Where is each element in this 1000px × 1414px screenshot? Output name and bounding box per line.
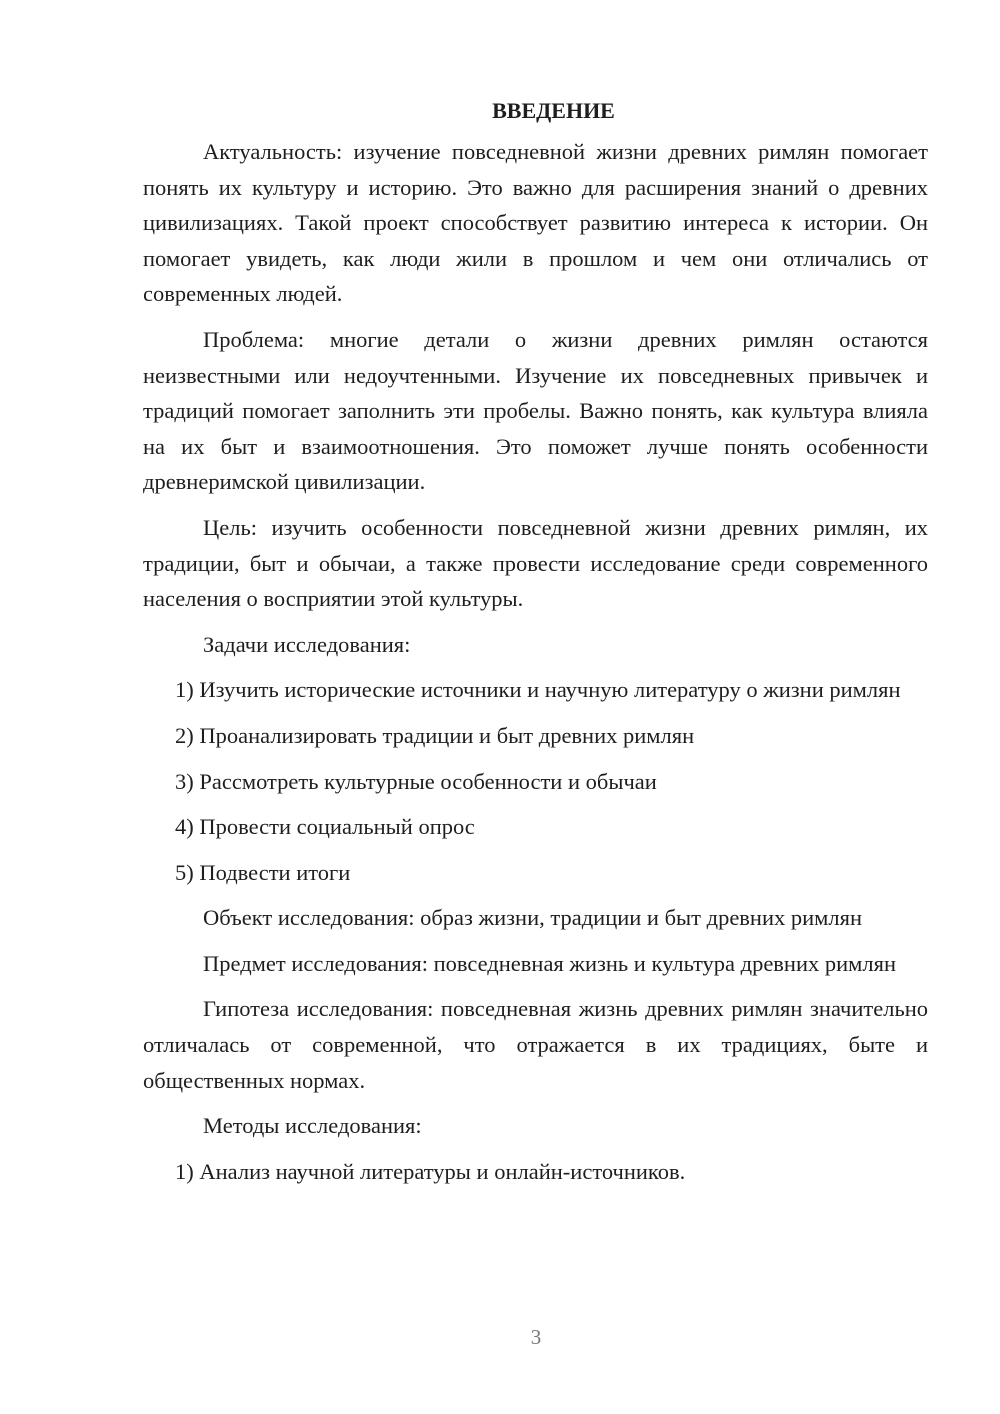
methods-label: Методы исследования:	[203, 1113, 422, 1139]
object-paragraph: Объект исследования: образ жизни, традиции и быт древних римлян	[203, 905, 863, 931]
method-item-1: 1) Анализ научной литературы и онлайн-источников.	[175, 1158, 686, 1184]
relevance-paragraph: Актуальность: изучение повседневной жизни древних римлян помогает понять их культуру и историю. Это важно для расширения знаний о древних цивилизациях. Такой проект способствует развитию интереса к истории. Он помогает увидеть, как люди жили в прошлом и чем они отличались от современных людей.	[143, 139, 928, 307]
task-item-5: 5) Подвести итоги	[175, 859, 351, 885]
problem-paragraph: Проблема: многие детали о жизни древних римлян остаются неизвестными или недоучтенными. Изучение их повседневных привычек и традиций помогает заполнить эти пробелы. Важно понять, как культура влияла на их быт и взаимоотношения. Это поможет лучше понять особенности древнеримской цивилизации.	[143, 326, 928, 495]
task-item-3: 3) Рассмотреть культурные особенности и обычаи	[175, 768, 657, 794]
goal-paragraph: Цель: изучить особенности повседневной жизни древних римлян, их традиции, быт и обычаи, а также провести исследование среди современного населения о восприятии этой культуры.	[143, 514, 928, 612]
subject-paragraph: Предмет исследования: повседневная жизнь и культура древних римлян	[203, 950, 897, 976]
page-number: 3	[530, 1325, 542, 1349]
task-item-1: 1) Изучить исторические источники и научную литературу о жизни римлян	[175, 677, 901, 703]
page-title: ВВЕДЕНИЕ	[492, 98, 615, 123]
tasks-label: Задачи исследования:	[203, 631, 411, 657]
task-item-2: 2) Проанализировать традиции и быт древних римлян	[175, 722, 695, 748]
task-item-4: 4) Провести социальный опрос	[175, 814, 475, 840]
hypothesis-paragraph: Гипотеза исследования: повседневная жизнь древних римлян значительно отличалась от современной, что отражается в их традициях, быте и общественных нормах.	[143, 996, 928, 1093]
page-content	[143, 92, 928, 1199]
